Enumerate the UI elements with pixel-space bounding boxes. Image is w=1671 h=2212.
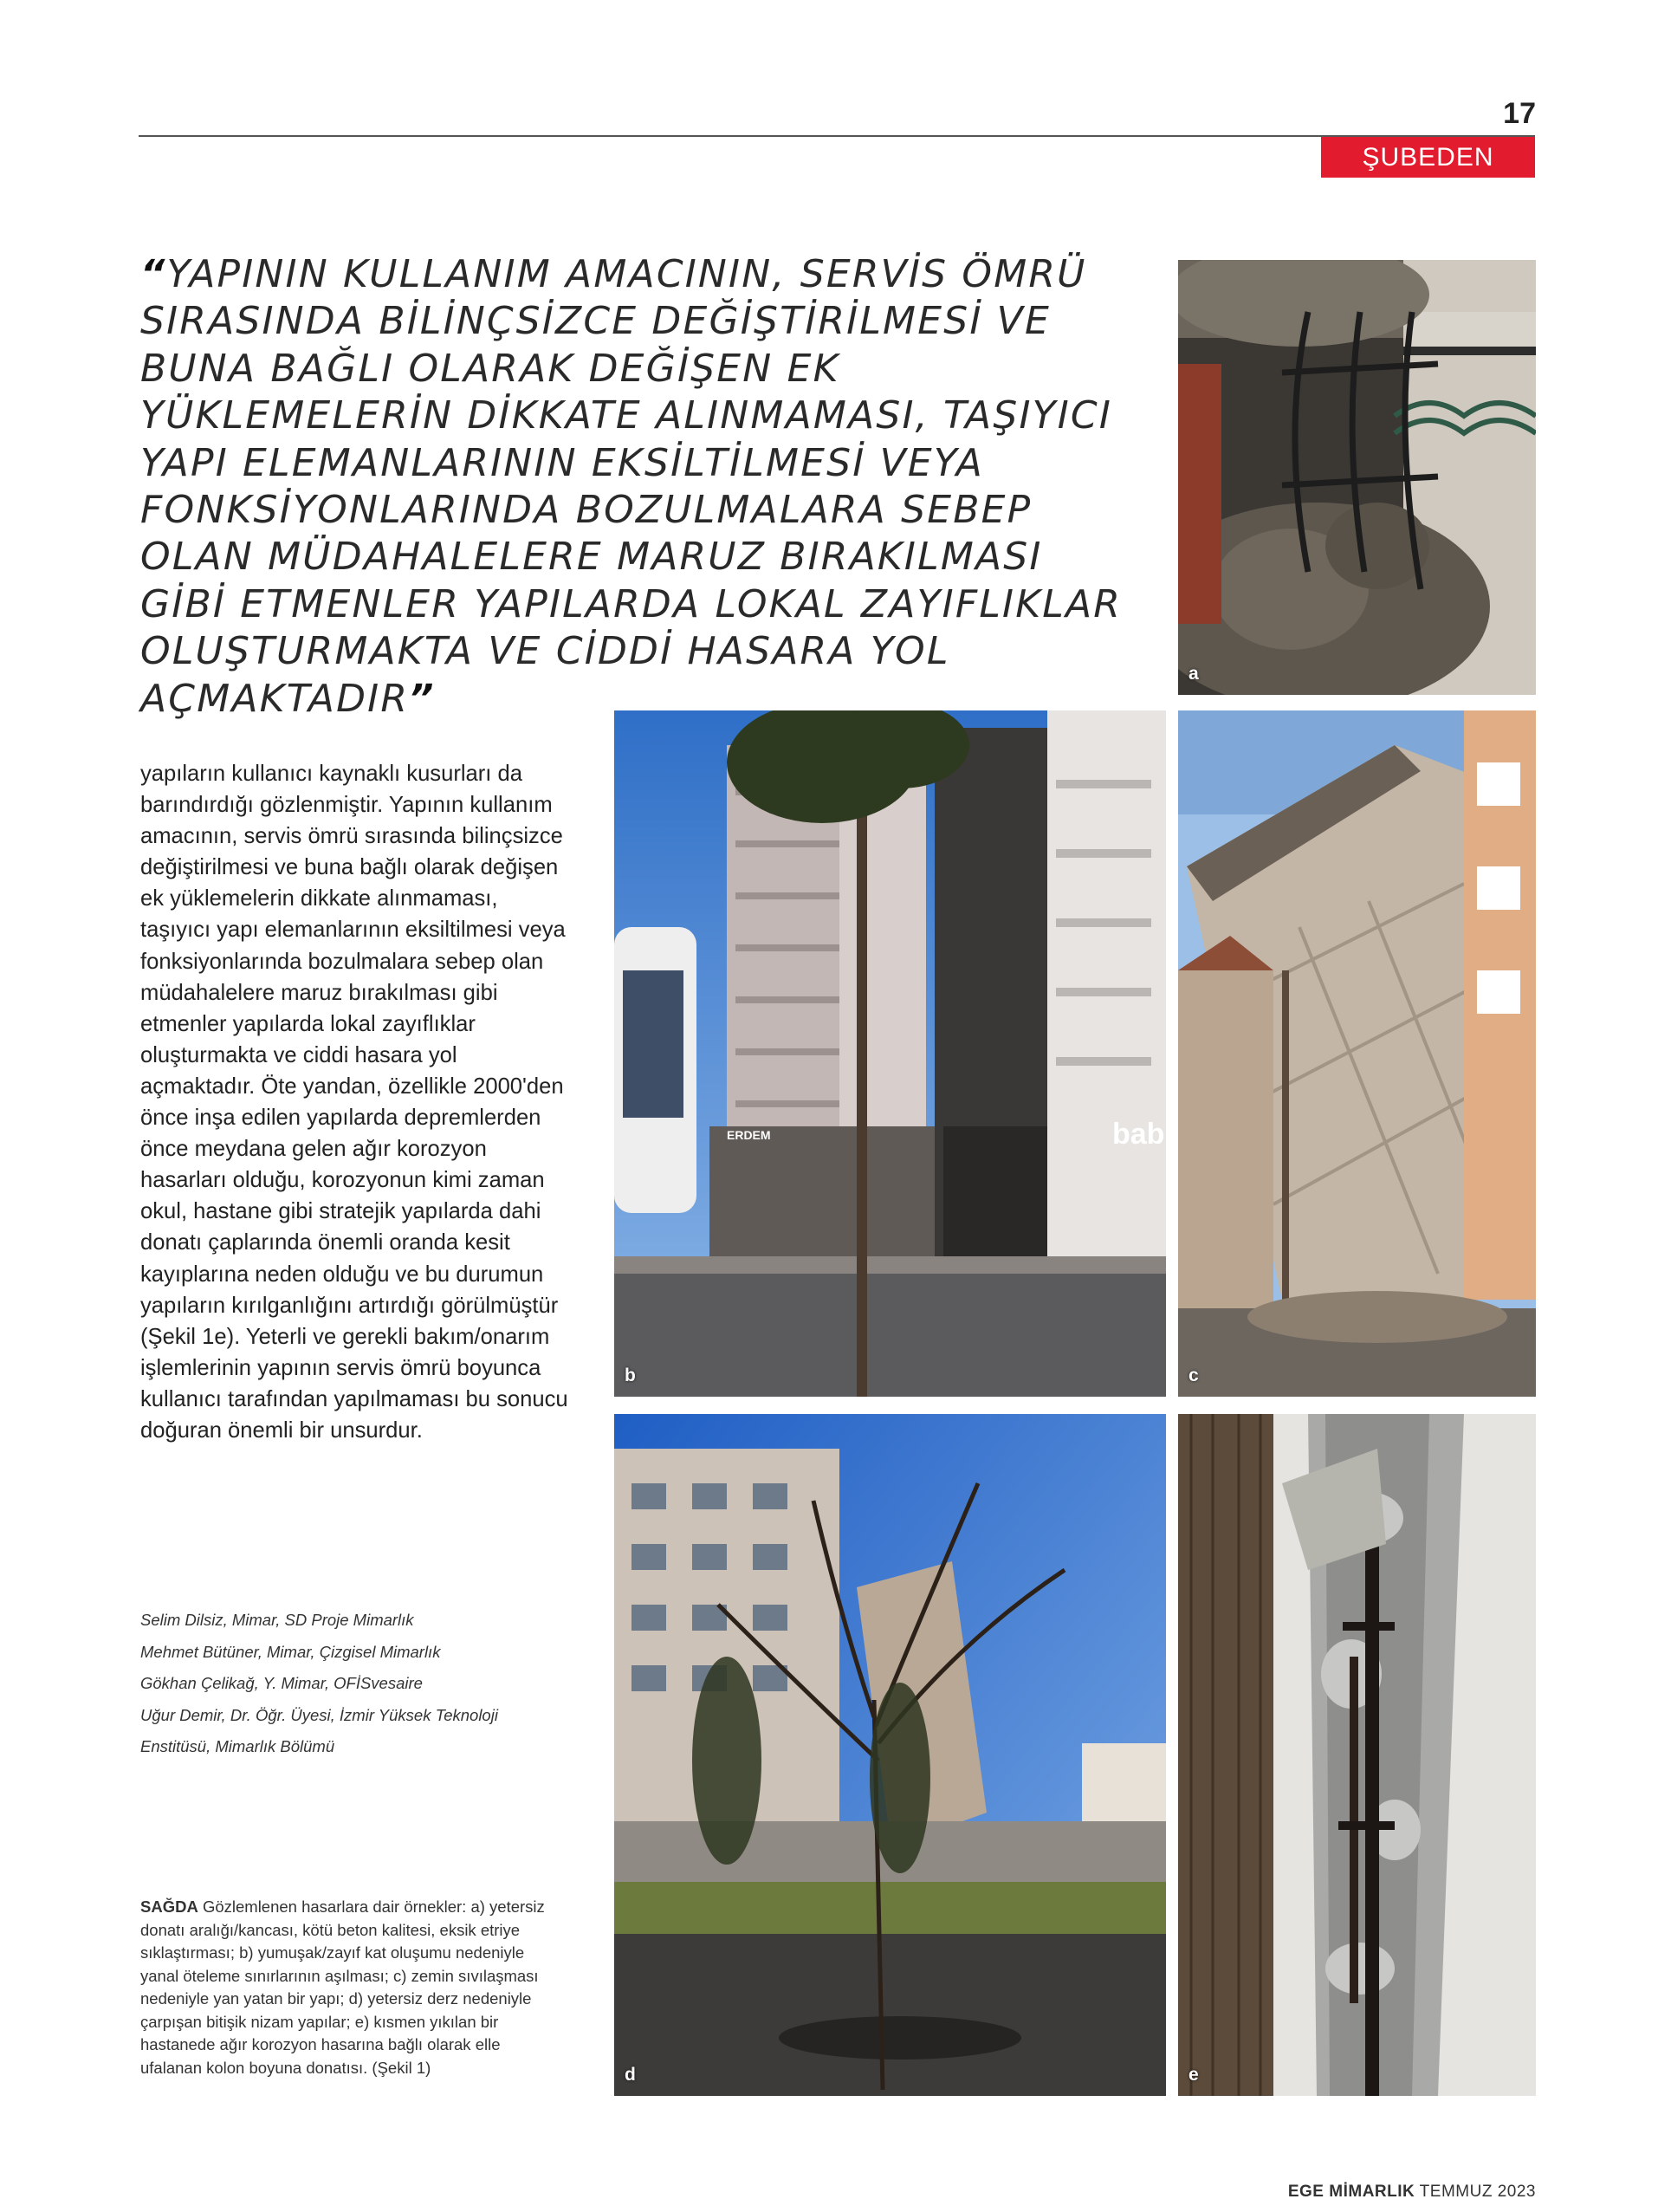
photo-label: c [1188,1365,1199,1385]
photo-label: b [625,1365,636,1385]
open-quote-mark: “ [140,252,167,296]
footer-issue-line [1288,2183,1536,2202]
close-quote-mark: ” [409,676,436,721]
page-number: 17 [1503,97,1536,130]
photo-label: e [1188,2065,1199,2085]
photo-c-tilted-building [1178,710,1536,1397]
credit-line: Selim Dilsiz, Mimar, SD Proje Mimarlık [140,1611,414,1629]
body-text: yapıların kullanıcı kaynaklı kusurları da barındırdığı gözlenmiştir. Yapının kullanım amacının, servis ömrü sırasında bilinçsizce değiştirilmesi ve buna bağlı olarak değişen ek yüklemelerin dikkate alınmaması, taşıyıcı yapı elemanlarının eksiltilmesi veya fonksiyonlarında bozulmalara sebep olan müdahalelere maruz bırakılması gibi etmenler yapılarda lokal zayıflıklar oluşturmakta ve ciddi hasara yol açmaktadır. Öte yandan, özellikle 2000'den önce inşa edilen yapılarda depremlerden önce meydana gelen ağır korozyon hasarları olduğu, korozyonun kimi zaman okul, hastane gibi stratejik yapılarda dahi donatı çaplarında önemli oranda kesit kayıplarına neden olduğu ve bu durumun yapıların kırılganlığını artırdığı görülmüştür (Şekil 1e). Yeterli ve gerekli bakım/onarım işlemlerinin yapının servis ömrü boyunca kullanıcı tarafından yapılmaması bu sonucu doğuran önemli bir unsurdur. [140,762,568,1443]
pull-quote-text: YAPININ KULLANIM AMACININ, SERVİS ÖMRÜ SIRASINDA BİLİNÇSİZCE DEĞİŞTİRİLMESİ VE BUNA BAĞLI OLARAK DEĞİŞEN EK YÜKLEMELERİN DİKKATE ALINMAMASI, TAŞIYICI YAPI ELEMANLARININ EKSİLTİLMESİ VEYA FONKSİYONLARINDA BOZULMALARA SEBEP OLAN MÜDAHALELERE MARUZ BIRAKILMASI GİBİ ETMENLER YAPILARDA LOKAL ZAYIFLIKLAR OLUŞTURMAKTA VE CİDDİ HASARA YOL AÇMAKTADIR [140,252,1123,721]
photo-label: a [1188,664,1199,684]
credit-line: Uğur Demir, Dr. Öğr. Üyesi, İzmir Yüksek Teknoloji [140,1705,498,1724]
caption-label: SAĞDA [140,1897,198,1916]
caption-text: Gözlemlenen hasarlara dair örnekler: a) yetersiz donatı aralığı/kancası, kötü beton kalitesi, eksik etriye sıklaştırması; b) yumuşak/zayıf kat oluşumu nedeniyle yanal öteleme sınırlarının aşılması; c) zemin sıvılaşması nedeniyle yan yatan bir yapı; d) yetersiz derz nedeniyle çarpışan bitişik nizam yapılar; e) kısmen yıkılan bir hastanede ağır korozyon hasarına bağlı olarak elle ufalanan kolon boyuna donatısı. (Şekil 1) [140,1897,545,2077]
photo-e-corroded-column [1178,1414,1536,2096]
photo-d-colliding-buildings [614,1414,1166,2096]
shop-sign-erdem: ERDEM [727,1128,771,1142]
photo-b-soft-storey-building [614,710,1166,1397]
section-tab: ŞUBEDEN [1321,137,1535,178]
figure-caption [140,1896,556,2079]
credit-line: Gökhan Çelikağ, Y. Mimar, OFİSvesaire [140,1674,423,1692]
credit-line: Mehmet Bütüner, Mimar, Çizgisel Mimarlık [140,1642,441,1661]
credit-line: Enstitüsü, Mimarlık Bölümü [140,1737,335,1755]
photo-a-rebar-detail [1178,260,1536,695]
photo-label: d [625,2065,636,2085]
shop-sign-bab: bab [1112,1118,1165,1151]
magazine-name: EGE MİMARLIK [1287,2183,1415,2201]
issue-date: TEMMUZ 2023 [1415,2183,1536,2201]
pull-quote [140,251,1137,723]
author-credits [140,1605,591,1763]
